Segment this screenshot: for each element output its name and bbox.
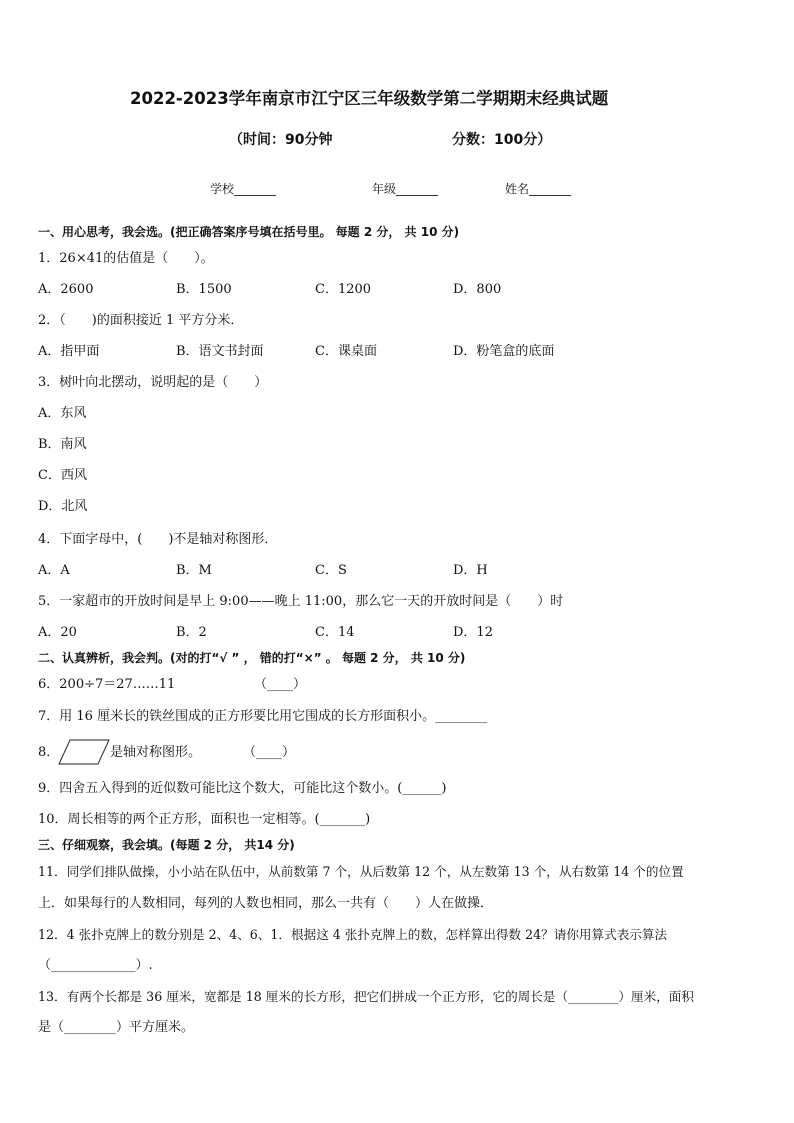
question-9-stem: 9．四舍五入得到的近似数可能比这个数大，可能比这个数小。(______) bbox=[38, 781, 447, 796]
question-1-stem: 1．26×41的估值是（ ）。 bbox=[38, 251, 214, 266]
question-3-option-b: B．南风 bbox=[38, 437, 87, 452]
question-8-number: 8． bbox=[38, 745, 60, 760]
exam-time: （时间：90分钟 bbox=[229, 132, 333, 148]
parallelogram-figure bbox=[58, 739, 110, 765]
question-8-answer-blank[interactable]: （____） bbox=[243, 745, 296, 760]
question-4-option-d: D．H bbox=[453, 563, 488, 578]
question-5-option-a: A．20 bbox=[38, 625, 77, 640]
question-4-option-a: A．A bbox=[38, 563, 70, 578]
name-field: 姓名_______ bbox=[505, 182, 572, 196]
question-12-line-2: （_____________）. bbox=[38, 958, 153, 973]
page-title: 2022-2023学年南京市江宁区三年级数学第二学期期末经典试题 bbox=[130, 89, 609, 108]
section-1-heading: 一、用心思考，我会选。(把正确答案序号填在括号里。 每题 2 分， 共 10 分) bbox=[38, 225, 460, 239]
question-2-option-b: B．语文书封面 bbox=[176, 344, 264, 359]
school-field: 学校_______ bbox=[210, 182, 277, 196]
question-12-line-1: 12．4 张扑克牌上的数分别是 2、4、6、1．根据这 4 张扑克牌上的数，怎样算出得数 24？请你用算式表示算法 bbox=[38, 927, 668, 942]
question-1-option-b: B．1500 bbox=[176, 282, 232, 297]
question-7-stem: 7．用 16 厘米长的铁丝围成的正方形要比用它围成的长方形面积小。________ bbox=[38, 709, 488, 724]
question-13-line-1: 13．有两个长都是 36 厘米，宽都是 18 厘米的长方形，把它们拼成一个正方形，它的周长是（________）厘米，面积 bbox=[38, 989, 694, 1004]
question-2-option-d: D．粉笔盒的底面 bbox=[453, 344, 555, 359]
question-5-option-c: C．14 bbox=[315, 625, 355, 640]
question-6-stem: 6．200÷7＝27……11 bbox=[38, 677, 176, 692]
question-5-option-b: B．2 bbox=[176, 625, 207, 640]
grade-field: 年级_______ bbox=[372, 182, 439, 196]
question-11-line-1: 11．同学们排队做操，小小站在队伍中，从前数第 7 个，从后数第 12 个，从左数第 13 个，从右数第 14 个的位置 bbox=[38, 864, 684, 879]
question-4-option-c: C．S bbox=[315, 563, 347, 578]
question-1-option-a: A．2600 bbox=[38, 282, 94, 297]
question-2-option-a: A．指甲面 bbox=[38, 344, 100, 359]
question-6-answer-blank[interactable]: （____） bbox=[254, 677, 307, 692]
question-5-option-d: D．12 bbox=[453, 625, 493, 640]
question-2-stem: 2．（ )的面积接近 1 平方分米． bbox=[38, 313, 244, 328]
question-11-line-2: 上．如果每行的人数相同，每列的人数也相同，那么一共有（ ）人在做操． bbox=[38, 896, 494, 911]
question-1-option-d: D．800 bbox=[453, 282, 502, 297]
section-2-heading: 二、认真辨析，我会判。(对的打“√ ” ， 错的打“×” 。 每题 2 分， 共 10 分) bbox=[38, 651, 466, 665]
question-1-option-c: C．1200 bbox=[315, 282, 372, 297]
question-3-option-c: C．西风 bbox=[38, 468, 87, 483]
question-13-line-2: 是（________）平方厘米。 bbox=[38, 1020, 195, 1035]
question-4-option-b: B．M bbox=[176, 563, 212, 578]
question-3-option-a: A．东风 bbox=[38, 406, 87, 421]
question-4-stem: 4．下面字母中，( )不是轴对称图形． bbox=[38, 532, 278, 547]
exam-score: 分数：100分） bbox=[452, 132, 552, 148]
question-5-stem: 5．一家超市的开放时间是早上 9:00——晚上 11:00，那么它一天的开放时间是（ ）时 bbox=[38, 594, 564, 609]
question-3-option-d: D．北风 bbox=[38, 499, 88, 514]
question-2-option-c: C．课桌面 bbox=[315, 344, 377, 359]
question-10-stem: 10．周长相等的两个正方形，面积也一定相等。(_______) bbox=[38, 812, 371, 827]
question-8-text: 是轴对称图形。 bbox=[110, 745, 202, 760]
question-3-stem: 3．树叶向北摆动，说明起的是（ ） bbox=[38, 375, 268, 390]
section-3-heading: 三、仔细观察，我会填。(每题 2 分， 共14 分) bbox=[38, 838, 295, 852]
